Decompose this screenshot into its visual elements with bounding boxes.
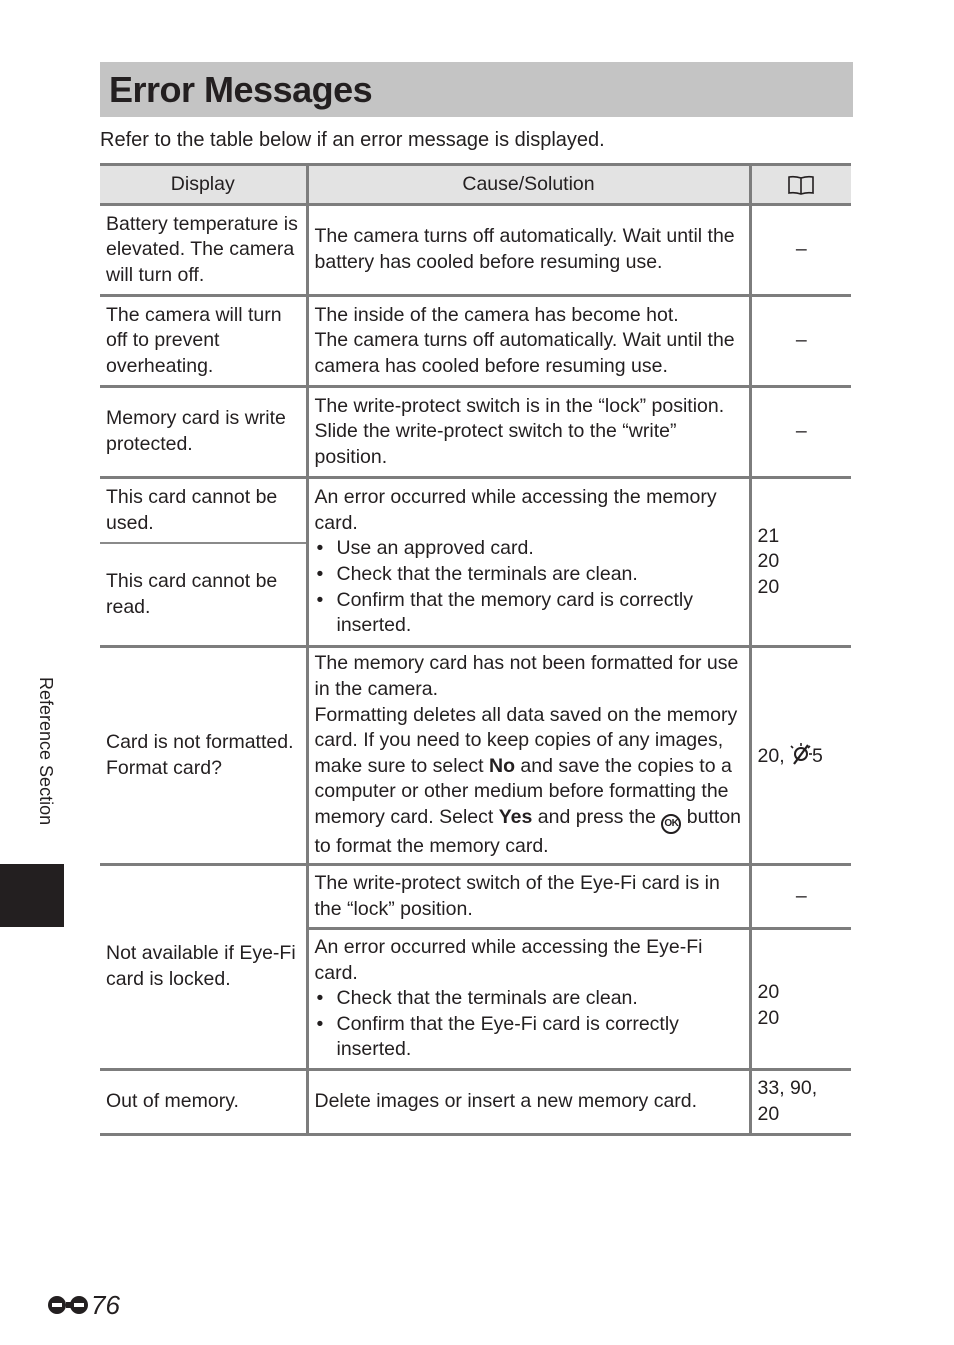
- ok-button-icon: OK: [661, 814, 681, 834]
- header-display: Display: [100, 165, 307, 205]
- ref-line: 21: [757, 524, 780, 547]
- table-row: [100, 205, 851, 296]
- bullet-list: [315, 536, 743, 638]
- cause-line: An error occurred while accessing the memory card.: [314, 486, 717, 534]
- ref-cell: [750, 1070, 851, 1135]
- cause-cell: The camera turns off automatically. Wait until the battery has cooled before resuming use.: [307, 205, 750, 296]
- list-item: • Check that the terminals are clean.: [337, 986, 743, 1012]
- ref-text: 5: [812, 744, 823, 767]
- cause-cell: [307, 387, 750, 478]
- cause-line: The camera turns off automatically. Wait until the camera has cooled before resuming use.: [314, 329, 735, 377]
- cause-cell: The write-protect switch of the Eye-Fi card is in the “lock” position.: [307, 865, 750, 929]
- table-row: [100, 647, 851, 865]
- list-item: • Check that the terminals are clean.: [337, 562, 743, 588]
- list-item: • Confirm that the Eye-Fi card is correctly inserted.: [337, 1012, 743, 1063]
- reference-e-icon: [46, 1292, 90, 1318]
- list-item: • Use an approved card.: [337, 536, 743, 562]
- section-label-text: Reference Section: [36, 677, 56, 826]
- display-cell: Card is not formatted. Format card?: [100, 647, 307, 865]
- page-number-text: 76: [91, 1290, 120, 1320]
- intro-text: Refer to the table below if an error message is displayed.: [100, 129, 605, 151]
- cause-line: [315, 703, 743, 860]
- header-cause: Cause/Solution: [307, 165, 750, 205]
- display-cell: Battery temperature is elevated. The camera will turn off.: [100, 205, 307, 296]
- ref-cell: –: [750, 296, 851, 387]
- table-row: [100, 296, 851, 387]
- cause-cell: [307, 296, 750, 387]
- display-cell: Not available if Eye-Fi card is locked.: [100, 865, 307, 1070]
- cause-cell: Delete images or insert a new memory card.: [307, 1070, 750, 1135]
- ref-line: 20: [757, 550, 780, 573]
- section-tab: [0, 864, 64, 927]
- cause-line: Slide the write-protect switch to the “write” position.: [314, 420, 677, 468]
- ref-cell: [750, 647, 851, 865]
- ref-line: 20: [757, 575, 780, 598]
- cause-text: and save the copies to a computer or other medium before formatting the memory card. Select: [314, 754, 732, 828]
- ref-cell: –: [750, 387, 851, 478]
- header-reference: [750, 165, 851, 205]
- list-item: • Confirm that the memory card is correctly inserted.: [337, 588, 743, 639]
- yes-option-label: Yes: [498, 805, 533, 828]
- ref-line: 33, 90,: [757, 1077, 818, 1100]
- display-cell: The camera will turn off to prevent overheating.: [100, 296, 307, 387]
- cause-text: and press the: [537, 805, 656, 828]
- error-messages-table: [100, 163, 851, 1136]
- cause-line: The write-protect switch is in the “lock” position.: [314, 394, 725, 417]
- table-header-row: [100, 165, 851, 205]
- tips-icon: [790, 742, 812, 766]
- cause-text: button to format the memory card.: [314, 805, 742, 857]
- cause-cell: [307, 478, 750, 647]
- book-reference-icon: [786, 174, 816, 196]
- ref-cell: [750, 478, 851, 647]
- display-cell: Out of memory.: [100, 1070, 307, 1135]
- table-row: [100, 478, 851, 544]
- cause-line: The memory card has not been formatted for use in the camera.: [314, 652, 739, 701]
- title-bar: [100, 62, 853, 117]
- section-label: [34, 677, 58, 847]
- table-row: [100, 387, 851, 478]
- table-row: [100, 1070, 851, 1135]
- table-row: [100, 865, 851, 929]
- display-cell: This card cannot be read.: [100, 543, 307, 647]
- cause-cell: [307, 647, 750, 865]
- page-title: Error Messages: [109, 69, 373, 110]
- bullet-list: [315, 986, 743, 1063]
- ref-cell: –: [750, 865, 851, 929]
- ref-text: 20,: [757, 744, 785, 767]
- cause-line: The inside of the camera has become hot.: [314, 303, 679, 326]
- ref-line: 20: [757, 1103, 780, 1125]
- no-option-label: No: [489, 754, 515, 777]
- display-cell: Memory card is write protected.: [100, 387, 307, 478]
- cause-cell: [307, 929, 750, 1070]
- page-number: [46, 1288, 120, 1322]
- ref-line: 20: [757, 980, 780, 1003]
- ref-cell: –: [750, 205, 851, 296]
- cause-line: An error occurred while accessing the Eye-Fi card.: [314, 936, 703, 984]
- ref-cell: [750, 929, 851, 1070]
- cause-text: Formatting deletes all data saved on the memory card. If you need to keep copies of any images, make sure to select: [314, 703, 738, 777]
- display-cell: This card cannot be used.: [100, 478, 307, 544]
- ref-line: 20: [757, 1006, 780, 1029]
